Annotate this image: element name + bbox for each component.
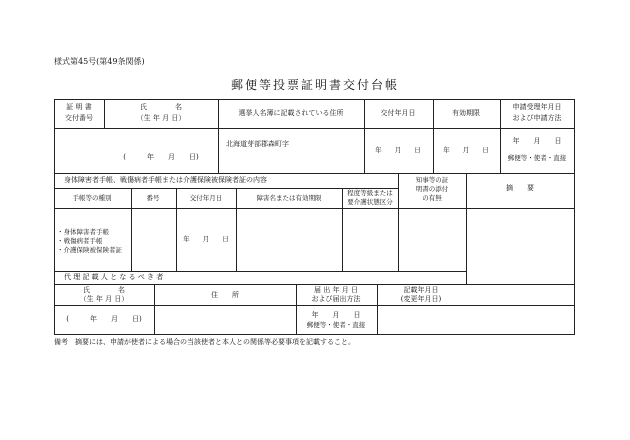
page-title: 郵便等投票証明書交付台帳 bbox=[230, 78, 400, 92]
type-item: ・戦傷病者手帳 bbox=[57, 237, 103, 245]
validity-header: 有効期限 bbox=[452, 109, 480, 117]
type-item: ・身体障害者手帳 bbox=[57, 228, 109, 236]
footnote: 備考 摘要には、申請が使者による場合の当該使者と本人との関係等必要事項を記載すること。 bbox=[54, 338, 355, 346]
issue-date-header: 交付年月日 bbox=[380, 109, 416, 117]
birth-value: ( 年 月 日) bbox=[123, 153, 199, 161]
remarks-header: 摘 要 bbox=[506, 184, 534, 192]
cert-no-header: 証 明 書 bbox=[66, 103, 92, 111]
col-type: 手帳等の種別 bbox=[72, 194, 112, 202]
proxy-heading: 代 理 記 載 人 と な る べ き 者 bbox=[64, 273, 164, 281]
cert-no-header-2: 交付番号 bbox=[65, 114, 93, 122]
form-number: 様式第45号(第49条関係) bbox=[54, 57, 145, 66]
address-value: 北海道芽部郡森町字 bbox=[226, 140, 289, 148]
cert-attach-2: 明書の添付 bbox=[415, 185, 449, 193]
cert-attach-3: の有無 bbox=[422, 194, 442, 202]
request-date-value: 年 月 日 bbox=[512, 137, 562, 145]
proxy-birth-value: ( 年 月 日) bbox=[66, 315, 142, 323]
proxy-record-header-2: (変更年月日) bbox=[400, 295, 442, 303]
col-number: 番号 bbox=[146, 194, 160, 202]
col-grade-2: 要介護状態区分 bbox=[347, 198, 393, 206]
type-item: ・介護保険被保険者証 bbox=[57, 246, 122, 254]
proxy-name-header: 氏 名 bbox=[83, 286, 125, 294]
proxy-notify-header-2: および届出方法 bbox=[311, 295, 361, 303]
issue-date-value: 年 月 日 bbox=[375, 146, 421, 154]
name-header: 氏 名 bbox=[140, 103, 182, 111]
col-issue: 交付年月日 bbox=[189, 194, 223, 202]
proxy-notify-date: 年 月 日 bbox=[311, 311, 361, 319]
request-header-2: および申請方法 bbox=[512, 114, 562, 122]
proxy-birth-header: （生 年 月 日） bbox=[79, 295, 129, 303]
disability-heading: 身体障害者手帳、戦傷病者手帳または介護保険被保険者証の内容 bbox=[64, 176, 267, 184]
proxy-record-header: 記載年月日 bbox=[403, 286, 439, 294]
col-grade: 程度等級または bbox=[347, 189, 393, 197]
proxy-notify-method: 郵便等・使者・直接 bbox=[306, 321, 366, 329]
disability-issue-value: 年 月 日 bbox=[183, 235, 229, 243]
col-name-validity: 障害名または有効期限 bbox=[256, 194, 322, 202]
proxy-notify-header: 届 出 年 月 日 bbox=[314, 286, 358, 294]
request-header: 申請受理年月日 bbox=[512, 103, 562, 111]
request-method: 郵便等・使者・直接 bbox=[507, 154, 567, 162]
proxy-address-header: 住 所 bbox=[211, 291, 239, 299]
validity-value: 年 月 日 bbox=[443, 146, 489, 154]
birth-header: （生 年 月 日） bbox=[136, 114, 186, 122]
cert-attach: 知事等の証 bbox=[415, 176, 449, 184]
address-header: 選挙人名簿に記載されている住所 bbox=[238, 109, 344, 117]
